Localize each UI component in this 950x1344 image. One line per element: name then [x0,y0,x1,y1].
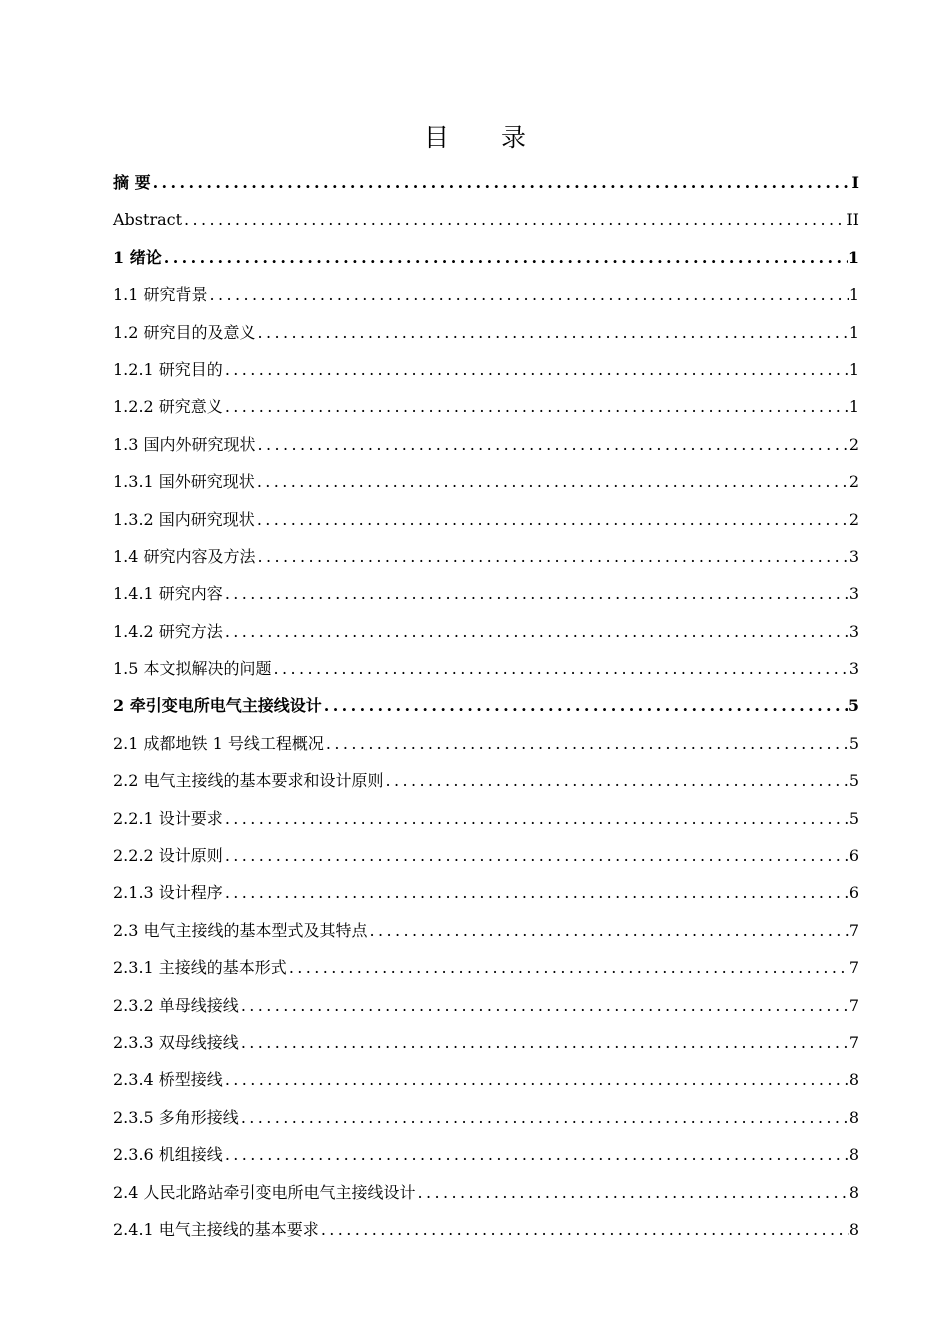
toc-leader-dots [324,725,849,762]
toc-entry[interactable] [113,164,859,201]
toc-entry-label: 1.4 研究内容及方法 [113,546,256,566]
toc-entry-page-number: 5 [848,733,859,753]
toc-entry-page-number: II [846,210,859,230]
toc-entry-page-number: 1 [848,359,859,379]
toc-entry-page-number: 7 [848,958,859,978]
toc-entry[interactable] [113,276,859,313]
toc-leader-dots [182,201,846,238]
toc-entry-page-number: 8 [848,1182,859,1202]
toc-entry-label: 2.3.3 双母线接线 [113,1032,239,1052]
toc-entry-page-number: 5 [847,696,859,716]
toc-entry[interactable] [113,575,859,612]
toc-entry[interactable] [113,201,859,238]
toc-leader-dots [223,1136,849,1173]
toc-entry-page-number: 3 [848,659,859,679]
toc-entry-page-number: 3 [848,584,859,604]
toc-entry-label: 1.5 本文拟解决的问题 [113,659,272,679]
toc-leader-dots [239,987,849,1024]
toc-leader-dots [162,239,848,276]
toc-entry[interactable] [113,463,859,500]
toc-leader-dots [239,1099,849,1136]
toc-entry[interactable] [113,762,859,799]
toc-entry[interactable] [113,351,859,388]
toc-leader-dots [256,314,849,351]
toc-entry-label: 1.1 研究背景 [113,285,208,305]
toc-leader-dots [223,388,849,425]
toc-entry-label: 1.3.1 国外研究现状 [113,472,255,492]
toc-entry-label: 1.3 国内外研究现状 [113,434,256,454]
toc-leader-dots [256,426,849,463]
toc-entry-page-number: 2 [848,472,859,492]
toc-entry-label: 1.2.2 研究意义 [113,397,223,417]
toc-entry[interactable] [113,388,859,425]
toc-leader-dots [255,501,849,538]
toc-entry-label: 2.2.1 设计要求 [113,808,223,828]
toc-entry-page-number: 8 [848,1145,859,1165]
toc-entry-page-number: 3 [848,546,859,566]
toc-entry-page-number: 1 [847,247,859,267]
toc-entry-page-number: 1 [848,322,859,342]
toc-entry-page-number: 1 [848,397,859,417]
toc-entry-page-number: 8 [848,1107,859,1127]
toc-leader-dots [272,650,849,687]
toc-entry-label: 2.2.2 设计原则 [113,846,223,866]
toc-entry[interactable] [113,1024,859,1061]
toc-entry-page-number: 7 [848,995,859,1015]
toc-entry-page-number: 6 [848,846,859,866]
toc-entry[interactable] [113,426,859,463]
toc-entry-page-number: 5 [848,808,859,828]
toc-entry-label: 2.4.1 电气主接线的基本要求 [113,1219,319,1239]
toc-leader-dots [384,762,849,799]
toc-leader-dots [151,164,849,201]
toc-leader-dots [322,687,848,724]
toc-leader-dots [319,1211,849,1248]
toc-entry[interactable] [113,314,859,351]
toc-entry[interactable] [113,725,859,762]
toc-entry-label: 2.3.2 单母线接线 [113,995,239,1015]
toc-entry[interactable] [113,912,859,949]
toc-entry-label: 1.2.1 研究目的 [113,359,223,379]
toc-entry-label: 2.1 成都地铁 1 号线工程概况 [113,733,324,753]
toc-entry-label: 2.1.3 设计程序 [113,883,223,903]
toc-leader-dots [223,575,849,612]
toc-leader-dots [368,912,849,949]
toc-leader-dots [223,837,849,874]
toc-entry-page-number: 7 [848,920,859,940]
toc-leader-dots [256,538,849,575]
toc-entry[interactable] [113,874,859,911]
toc-entry-page-number: 1 [848,285,859,305]
toc-entry-page-number: 6 [848,883,859,903]
toc-leader-dots [255,463,849,500]
toc-entry-page-number: I [851,173,859,192]
toc-entry[interactable] [113,1061,859,1098]
toc-entry-label: 1 绪论 [113,247,162,267]
toc-entry[interactable] [113,1099,859,1136]
toc-entry-label: 2 牵引变电所电气主接线设计 [113,696,322,716]
toc-entry-page-number: 8 [848,1219,859,1239]
toc-entry-page-number: 5 [848,771,859,791]
toc-entry[interactable] [113,949,859,986]
toc-entry[interactable] [113,613,859,650]
toc-leader-dots [223,613,849,650]
toc-entry[interactable] [113,687,859,724]
toc-leader-dots [208,276,849,313]
toc-leader-dots [223,874,849,911]
toc-entry-label: 摘 要 [113,173,151,192]
toc-entry[interactable] [113,538,859,575]
toc-leader-dots [287,949,849,986]
toc-entry-label: 1.2 研究目的及意义 [113,322,256,342]
toc-leader-dots [223,351,849,388]
toc-entry[interactable] [113,987,859,1024]
toc-entry-page-number: 2 [848,434,859,454]
toc-leader-dots [223,800,849,837]
page-title: 目 录 [424,123,548,152]
toc-entry[interactable] [113,501,859,538]
toc-entry-label: 2.3.6 机组接线 [113,1145,223,1165]
toc-entry-label: 1.4.1 研究内容 [113,584,223,604]
toc-entry-page-number: 8 [848,1070,859,1090]
toc-entry-label: 1.3.2 国内研究现状 [113,509,255,529]
toc-entry-label: 2.2 电气主接线的基本要求和设计原则 [113,771,384,791]
toc-leader-dots [416,1174,849,1211]
toc-entry-page-number: 3 [848,621,859,641]
toc-leader-dots [223,1061,849,1098]
toc-entry[interactable] [113,837,859,874]
toc-entry-label: 2.3.5 多角形接线 [113,1107,239,1127]
toc-entry-label: 2.3.4 桥型接线 [113,1070,223,1090]
toc-entry-label: 2.3 电气主接线的基本型式及其特点 [113,920,368,940]
toc-entry-page-number: 7 [848,1032,859,1052]
toc-entry[interactable] [113,1174,859,1211]
toc-entry[interactable] [113,650,859,687]
toc-leader-dots [239,1024,849,1061]
toc-entry-label: 1.4.2 研究方法 [113,621,223,641]
toc-entry[interactable] [113,1211,859,1248]
toc-entry[interactable] [113,239,859,276]
toc-entry-label: Abstract [113,210,183,230]
toc-entry-page-number: 2 [848,509,859,529]
toc-entry-label: 2.3.1 主接线的基本形式 [113,958,287,978]
table-of-contents [113,164,859,1248]
toc-entry[interactable] [113,800,859,837]
toc-entry-label: 2.4 人民北路站牵引变电所电气主接线设计 [113,1182,416,1202]
toc-entry[interactable] [113,1136,859,1173]
